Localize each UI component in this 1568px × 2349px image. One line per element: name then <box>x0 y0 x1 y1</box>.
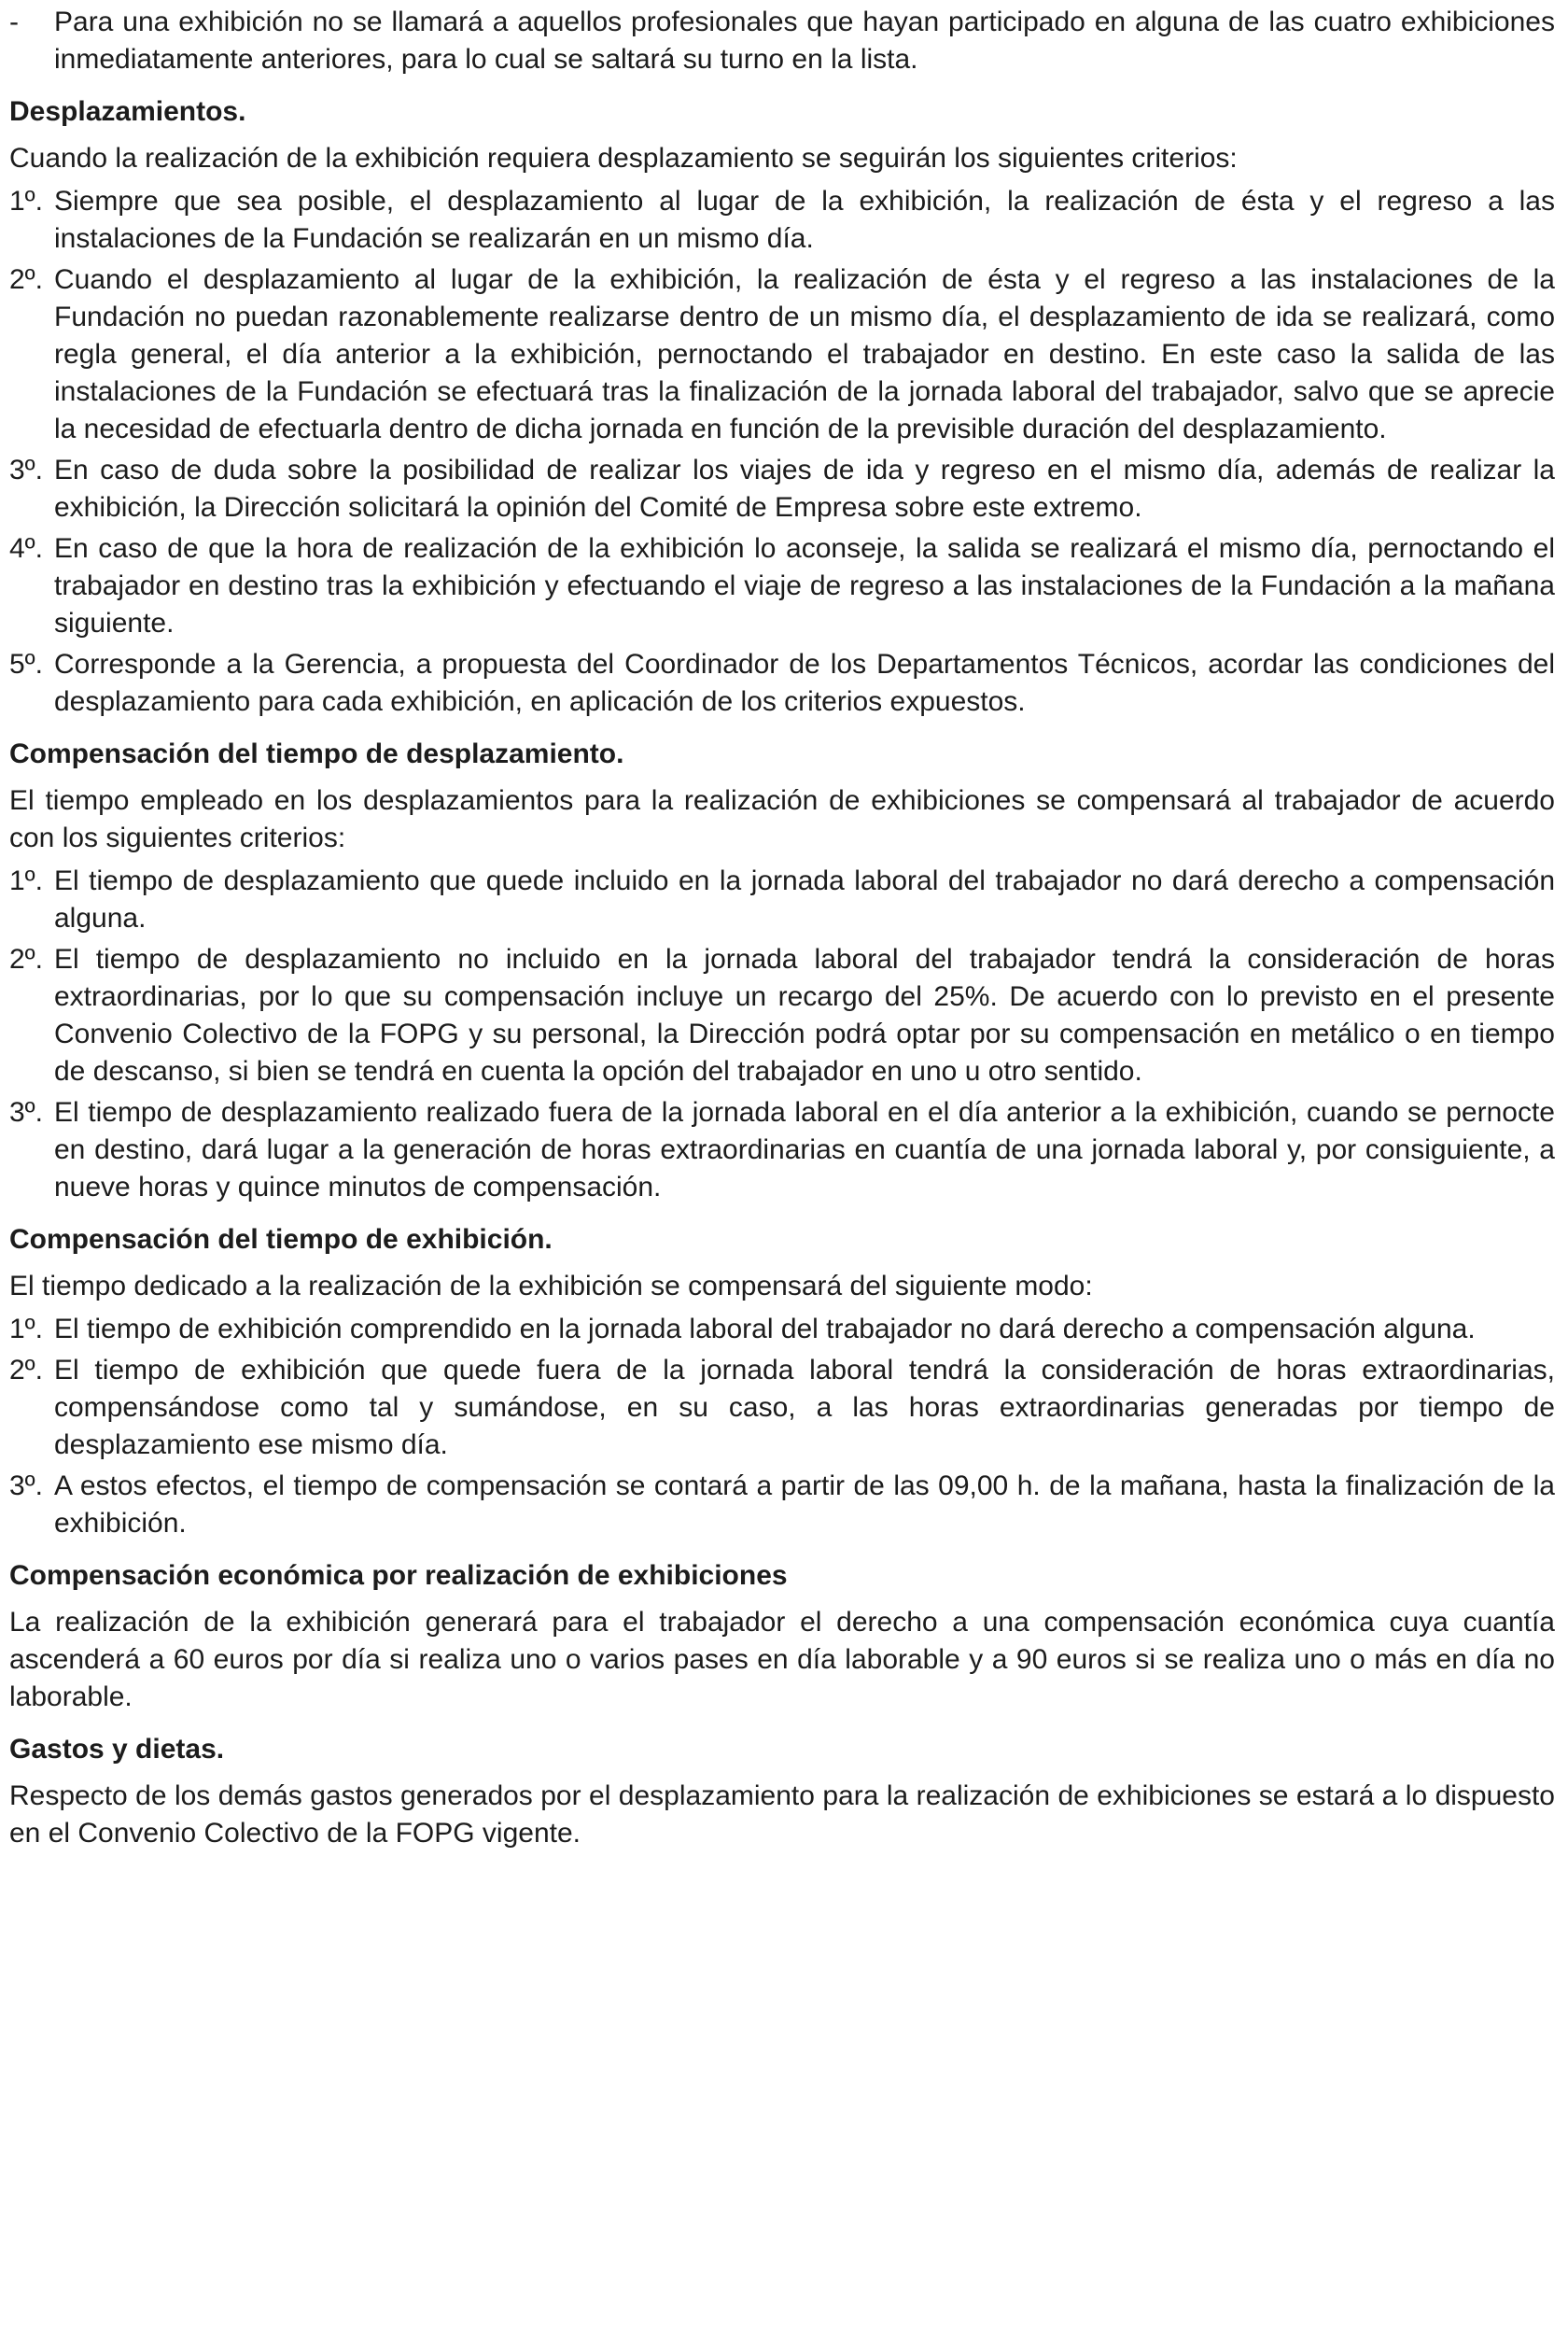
item-marker: 1º. <box>9 865 43 896</box>
numbered-item <box>9 941 1555 1090</box>
numbered-item <box>9 452 1555 527</box>
section-heading: Compensación del tiempo de desplazamiento. <box>9 738 624 769</box>
numbered-item <box>9 1311 1555 1348</box>
paragraph: Respecto de los demás gastos generados por el desplazamiento para la realización de exhibiciones se estará a lo dispuesto en el Convenio Colectivo de la FOPG vigente. <box>9 1780 1555 1849</box>
item-text: El tiempo de exhibición comprendido en la jornada laboral del trabajador no dará derecho a compensación alguna. <box>54 1314 1476 1344</box>
item-marker: 3º. <box>9 1470 43 1501</box>
numbered-item <box>9 183 1555 258</box>
item-marker: - <box>9 7 19 37</box>
bullet-item <box>9 4 1555 78</box>
numbered-item <box>9 261 1555 448</box>
paragraph: El tiempo empleado en los desplazamientos para la realización de exhibiciones se compensará al trabajador de acuerdo con los siguientes criterios: <box>9 785 1555 853</box>
item-text: En caso de que la hora de realización de la exhibición lo aconseje, la salida se realizará el mismo día, pernoctando el trabajador en destino tras la exhibición y efectuando el viaje de regreso a las instalaciones de la Fundación a la mañana siguiente. <box>54 533 1555 639</box>
paragraph: Cuando la realización de la exhibición requiera desplazamiento se seguirán los siguientes criterios: <box>9 143 1238 174</box>
item-marker: 2º. <box>9 944 43 975</box>
numbered-item <box>9 1352 1555 1464</box>
item-marker: 5º. <box>9 649 43 680</box>
item-text: A estos efectos, el tiempo de compensación se contará a partir de las 09,00 h. de la mañana, hasta la finalización de la exhibición. <box>54 1470 1555 1539</box>
item-marker: 3º. <box>9 1097 43 1128</box>
item-marker: 1º. <box>9 186 43 217</box>
item-text: El tiempo de desplazamiento que quede incluido en la jornada laboral del trabajador no dará derecho a compensación alguna. <box>54 865 1555 934</box>
numbered-item <box>9 1094 1555 1206</box>
item-text: El tiempo de desplazamiento realizado fuera de la jornada laboral en el día anterior a la exhibición, cuando se pernocte en destino, dará lugar a la generación de horas extraordinarias en cuantía de una jornada laboral y, por consiguiente, a nueve horas y quince minutos de compensación. <box>54 1097 1555 1203</box>
item-text: Siempre que sea posible, el desplazamiento al lugar de la exhibición, la realización de ésta y el regreso a las instalaciones de la Fundación se realizarán en un mismo día. <box>54 186 1555 254</box>
item-text: El tiempo de desplazamiento no incluido en la jornada laboral del trabajador tendrá la consideración de horas extraordinarias, por lo que su compensación incluye un recargo del 25%. De acuerdo con lo previsto en el presente Convenio Colectivo de la FOPG y su personal, la Dirección podrá optar por su compensación en metálico o en tiempo de descanso, si bien se tendrá en cuenta la opción del trabajador en uno u otro sentido. <box>54 944 1555 1087</box>
numbered-item <box>9 1468 1555 1542</box>
item-marker: 3º. <box>9 455 43 485</box>
item-text: El tiempo de exhibición que quede fuera de la jornada laboral tendrá la consideración de horas extraordinarias, compensándose como tal y sumándose, en su caso, a las horas extraordinarias generadas por tiempo de desplazamiento ese mismo día. <box>54 1355 1555 1460</box>
item-marker: 2º. <box>9 264 43 295</box>
item-marker: 1º. <box>9 1314 43 1344</box>
section-heading: Compensación del tiempo de exhibición. <box>9 1224 553 1255</box>
paragraph: El tiempo dedicado a la realización de la exhibición se compensará del siguiente modo: <box>9 1271 1093 1301</box>
numbered-item <box>9 863 1555 937</box>
section-heading: Compensación económica por realización de exhibiciones <box>9 1560 788 1591</box>
item-marker: 2º. <box>9 1355 43 1385</box>
section-heading: Desplazamientos. <box>9 96 246 127</box>
item-text: Corresponde a la Gerencia, a propuesta del Coordinador de los Departamentos Técnicos, acordar las condiciones del desplazamiento para cada exhibición, en aplicación de los criterios expuestos. <box>54 649 1555 717</box>
item-text: En caso de duda sobre la posibilidad de realizar los viajes de ida y regreso en el mismo día, además de realizar la exhibición, la Dirección solicitará la opinión del Comité de Empresa sobre este extremo. <box>54 455 1555 523</box>
paragraph: La realización de la exhibición generará para el trabajador el derecho a una compensación económica cuya cuantía ascenderá a 60 euros por día si realiza uno o varios pases en día laborable y a 90 euros si se realiza uno o más en día no laborable. <box>9 1607 1555 1712</box>
item-text: Cuando el desplazamiento al lugar de la exhibición, la realización de ésta y el regreso a las instalaciones de la Fundación no puedan razonablemente realizarse dentro de un mismo día, el desplazamiento de ida se realizará, como regla general, el día anterior a la exhibición, pernoctando el trabajador en destino. En este caso la salida de las instalaciones de la Fundación se efectuará tras la finalización de la jornada laboral del trabajador, salvo que se aprecie la necesidad de efectuarla dentro de dicha jornada en función de la previsible duración del desplazamiento. <box>54 264 1555 444</box>
numbered-item <box>9 530 1555 642</box>
item-text: Para una exhibición no se llamará a aquellos profesionales que hayan participado en alguna de las cuatro exhibiciones inmediatamente anteriores, para lo cual se saltará su turno en la lista. <box>54 7 1555 75</box>
numbered-item <box>9 646 1555 721</box>
section-heading: Gastos y dietas. <box>9 1734 225 1765</box>
item-marker: 4º. <box>9 533 43 564</box>
